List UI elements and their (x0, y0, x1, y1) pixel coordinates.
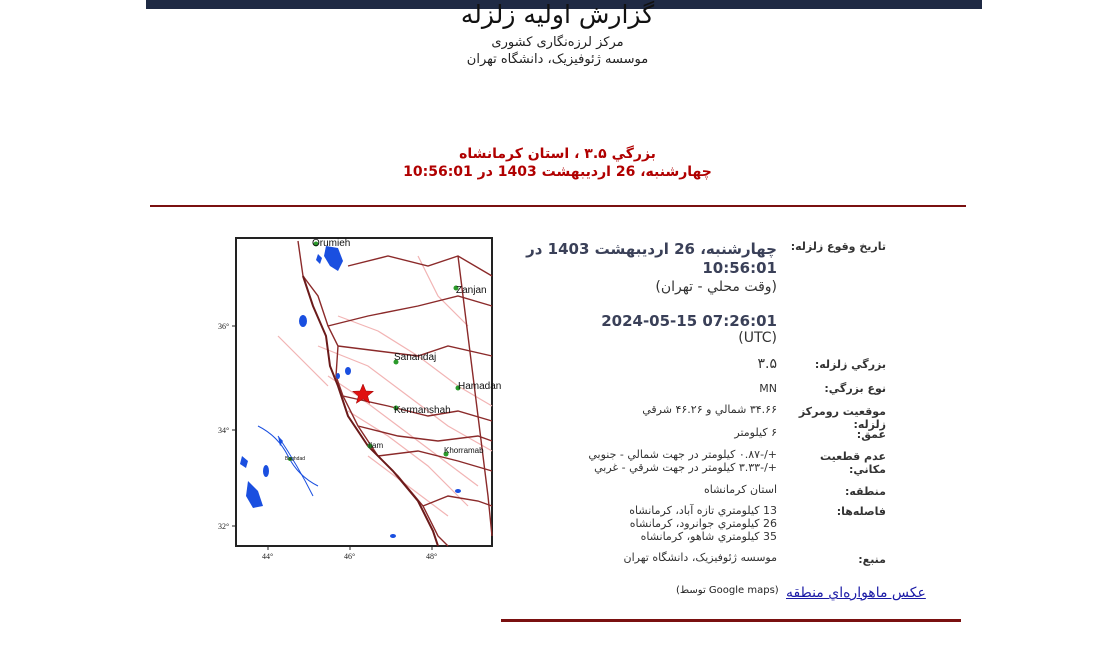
lat-tick-34: 34° (218, 426, 230, 435)
google-maps-note: (توسط Google maps) (676, 585, 779, 596)
origin-time-local: چهارشنبه، 26 ارديبهشت 1403 در 10:56:01 (526, 240, 777, 277)
city-label-ilam: Ilam (368, 441, 384, 450)
depth-label: عمق: (856, 428, 886, 441)
map-svg (218, 236, 502, 561)
earthquake-map (218, 236, 502, 561)
utc-note: (UTC) (738, 330, 777, 346)
city-label-sanandaj: Sanandaj (394, 352, 437, 363)
city-label-hamadan: Hamadan (458, 381, 502, 392)
distances-label: فاصله‌ها: (836, 505, 886, 518)
uncertainty-label: عدم قطعيت مکاني: (819, 450, 886, 476)
page-title: گزارش اولیه زلزله (460, 0, 655, 29)
distance-item-1: 13 کيلومتري تازه آباد، کرمانشاه (629, 504, 777, 517)
local-time-note: (وقت محلي - تهران) (655, 279, 777, 295)
depth-value: ۶ کيلومتر (734, 426, 777, 439)
city-label-kermanshah: Kermanshah (394, 405, 451, 416)
magnitude-value: ۳.۵ (757, 356, 777, 372)
region-label: منطقه: (844, 485, 886, 498)
distance-item-2: 26 کيلومتري جوانرود، کرمانشاه (629, 517, 777, 530)
institute-name: موسسه ژئوفیزیک، دانشگاه تهران (466, 52, 649, 67)
source-label: منبع: (858, 553, 886, 566)
mag-type-value: MN (759, 382, 777, 395)
uncertainty-ns: +/-۰.۸۷ کيلومتر در جهت شمالي - جنوبي (588, 448, 777, 461)
lat-tick-32: 32° (218, 522, 230, 531)
lon-tick-48: 48° (426, 552, 438, 561)
city-label-khorramab: Khorramab (444, 446, 484, 455)
lon-tick-44: 44° (262, 552, 274, 561)
city-label-baghdad: Baghdad (285, 456, 306, 462)
divider-bottom (501, 619, 961, 622)
city-label-orumieh: Orumieh (312, 238, 351, 249)
organization-name: مرکز لرزه‌نگاری کشوری (491, 35, 624, 50)
magnitude-label: بزرگي زلزله: (814, 358, 886, 371)
date-summary: چهارشنبه، 26 ارديبهشت 1403 در 10:56:01 (403, 164, 712, 180)
lat-tick-36: 36° (218, 322, 230, 331)
magnitude-summary: بزرگي ۳.۵ ، استان کرمانشاه (459, 146, 656, 162)
satellite-image-link[interactable]: عکس ماهواره‌اي منطقه (786, 585, 926, 601)
divider-top (150, 205, 966, 207)
city-label-zanjan: Zanjan (456, 285, 487, 296)
epicenter-value: ۳۴.۶۶ شمالي و ۴۶.۲۶ شرقي (642, 403, 777, 416)
mag-type-label: نوع بزرگي: (824, 382, 886, 395)
region-value: استان کرمانشاه (703, 483, 777, 496)
lon-tick-46: 46° (344, 552, 356, 561)
uncertainty-ew: +/-۳.۳۳ کيلومتر در جهت شرقي - غربي (594, 461, 777, 474)
source-value: موسسه ژئوفيزيک، دانشگاه تهران (623, 551, 777, 564)
origin-time-label: تاريخ وقوع زلزله: (790, 240, 886, 253)
epicenter-label: موقعيت رومرکز زلزله: (798, 405, 886, 431)
distance-item-3: 35 کيلومتري شاهو، کرمانشاه (640, 530, 777, 543)
origin-time-utc: 2024-05-15 07:26:01 (601, 312, 777, 330)
